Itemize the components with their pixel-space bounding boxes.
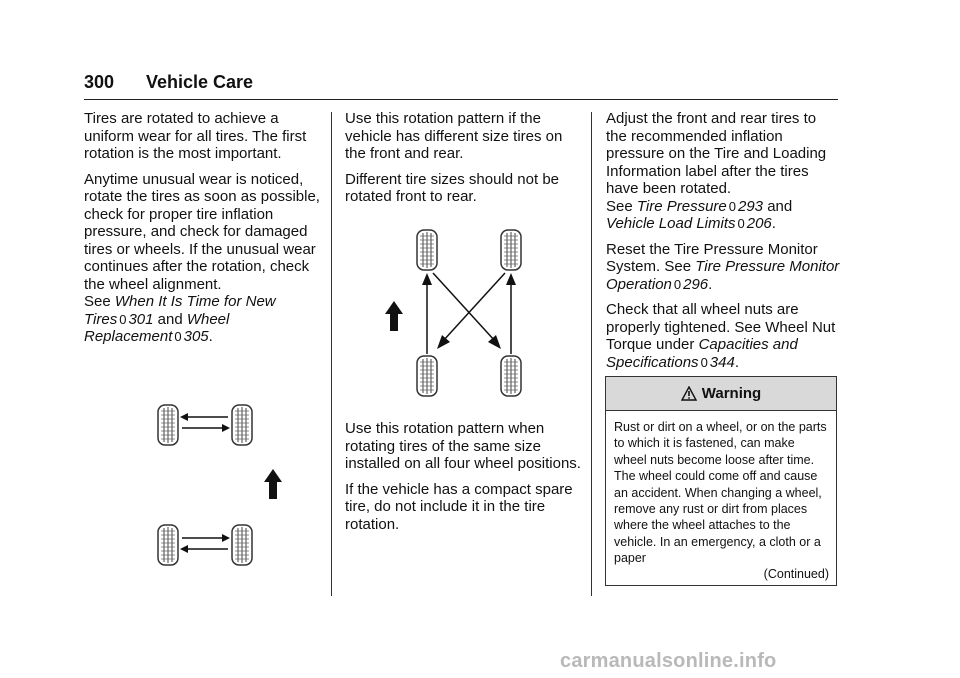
xref-icon: 0 [119,311,127,327]
paragraph: If the vehicle has a compact spare tire, do not include it in the tire rotation. [345,480,573,533]
period: . [771,215,776,232]
direction-arrow-icon [264,469,282,499]
section-title: Vehicle Care [146,72,254,92]
link-capacities-specs[interactable]: Capacities and Specifications [606,336,798,371]
tire-icon [232,525,252,565]
link-tpms-operation[interactable]: Tire Pressure Monitor Operation [606,258,840,293]
paragraph: Different tire sizes should not be rotated front to rear. [345,170,560,205]
link-wheel-replacement[interactable]: Wheel Replacement [84,310,230,345]
column-1 [84,110,324,354]
warning-box [605,376,837,586]
and-label: and [767,197,793,215]
warning-header [606,377,836,411]
page-ref[interactable]: 344 [709,353,735,371]
column-divider-1 [331,112,332,596]
page-ref[interactable]: 305 [183,328,209,345]
paragraph: Use this rotation pattern if the vehicle has different size tires on the front and rear. [345,110,563,162]
see-label: See [606,197,633,215]
warning-title: Warning [701,385,762,402]
tire-icon [158,525,178,565]
and-label: and [157,310,183,328]
link-tire-pressure[interactable]: Tire Pressure [636,197,727,215]
tire-icon [501,356,521,396]
page-ref[interactable]: 301 [128,310,154,328]
paragraph-text: Reset the Tire Pressure Monitor System. See [606,240,818,275]
header-rule [84,99,838,100]
xref-icon: 0 [673,276,682,292]
page-ref[interactable]: 206 [746,215,772,232]
page-header [84,72,838,98]
paragraph [606,110,840,233]
column-3 [606,110,840,379]
rotation-diagram-cross [385,225,535,400]
paragraph [606,241,840,294]
period: . [734,353,739,371]
continued-label: (Continued) [763,567,829,581]
paragraph-text: Adjust the front and rear tires to the recommended inflation pressure on the Tire and Loading Information label after the tires have been rotated. [606,110,827,197]
paragraph: Use this rotation pattern when rotating tires of the same size installed on all four wheel positions. [345,420,581,472]
link-new-tires[interactable]: When It Is Time for New Tires [84,293,276,328]
column-divider-2 [591,112,592,596]
paragraph [606,301,840,371]
warning-triangle-icon [681,386,697,401]
link-vehicle-load-limits[interactable]: Vehicle Load Limits [606,215,736,232]
period: . [708,275,713,293]
xref-icon: 0 [737,216,745,231]
tire-icon [501,230,521,270]
xref-icon: 0 [700,354,708,370]
period: . [208,328,213,345]
page-ref[interactable]: 293 [738,197,764,215]
paragraph [84,171,324,346]
paragraph-text: Anytime unusual wear is noticed, rotate the tires as soon as possible, check for proper tire inflation pressure, and check for damaged tires or wheels. If the unusual wear continues after the rotation, check the wheel alignment. [84,170,320,293]
page-number: 300 [84,72,115,92]
tire-icon [417,356,437,396]
tire-icon [232,405,252,445]
see-label: See [84,293,111,310]
column-2 [345,110,585,214]
page-ref[interactable]: 296 [683,275,709,293]
watermark: carmanualsonline.info [560,650,777,672]
tire-icon [158,405,178,445]
paragraph-text: Check that all wheel nuts are properly tightened. See Wheel Nut Torque under [606,301,836,353]
column-2-lower [345,420,585,541]
warning-text: Rust or dirt on a wheel, or on the parts to which it is fastened, can make wheel nuts become loose after time. The wheel could come off and cause an accident. When changing a wheel, remove any rust or dirt from places where the wheel attaches to the vehicle. In an emergency, a cloth or a paper [614,420,827,566]
xref-icon: 0 [728,198,736,214]
direction-arrow-icon [385,301,403,331]
xref-icon: 0 [174,329,182,344]
paragraph: Tires are rotated to achieve a uniform wear for all tires. The first rotation is the most important. [84,110,307,162]
rotation-diagram-same-side [140,395,300,575]
tire-icon [417,230,437,270]
